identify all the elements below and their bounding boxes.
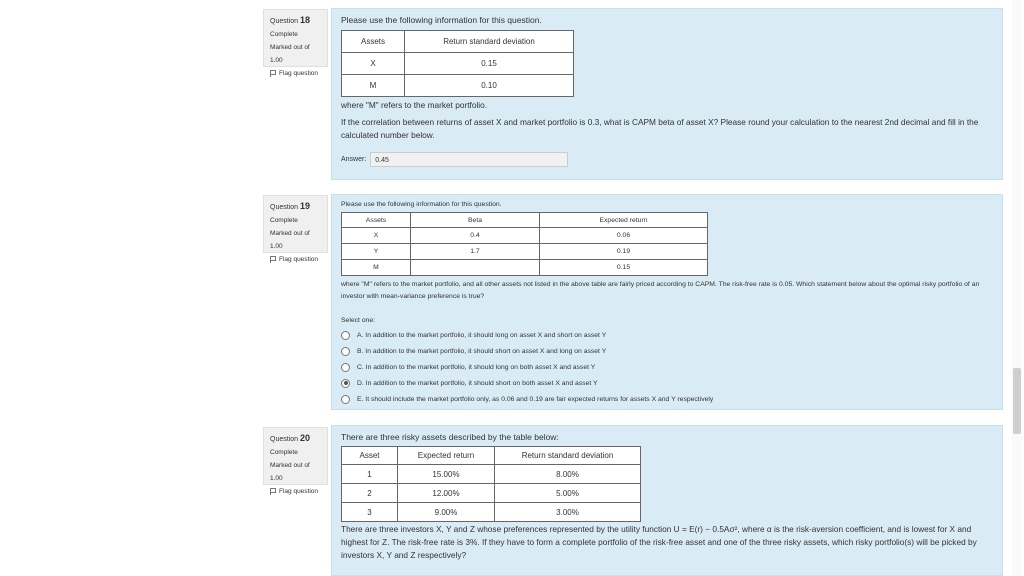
- q18-cell: X: [342, 53, 405, 75]
- q19-content: [331, 194, 1003, 410]
- q19-marks: Marked out of 1.00: [270, 230, 310, 250]
- radio-button[interactable]: [341, 331, 350, 340]
- scrollbar-thumb[interactable]: [1013, 368, 1021, 434]
- q18-intro: Please use the following information for this question.: [341, 15, 542, 25]
- q19-option-e[interactable]: E. It should include the market portfolio only, as 0.06 and 0.19 are fair expected returns for assets X and Y respectively: [341, 391, 993, 407]
- q18-marks: Marked out of 1.00: [270, 44, 310, 64]
- q19-question: where "M" refers to the market portfolio, and all other assets not listed in the above table are fairly priced according to CAPM. The risk-free rate is 0.05. Which statement below about the optimal risky portfolio of an investor with mean-variance preference is true?: [341, 281, 980, 300]
- q19-info-panel: [263, 195, 328, 263]
- q19-number: Question 19: [270, 201, 310, 211]
- q18-info-panel: [263, 9, 328, 77]
- q18-cell: M: [342, 75, 405, 97]
- q19-option-c[interactable]: C. In addition to the market portfolio, it should long on both asset X and asset Y: [341, 359, 993, 375]
- q20-cell: 12.00%: [398, 484, 495, 503]
- q20-flag-label: Flag question: [279, 488, 319, 495]
- q19-flag-question[interactable]: [270, 253, 321, 266]
- q20-cell: 9.00%: [398, 503, 495, 522]
- q19-cell: M: [342, 260, 411, 276]
- q19-cell: 1.7: [411, 244, 540, 260]
- radio-button[interactable]: [341, 347, 350, 356]
- q19-flag-label: Flag question: [279, 256, 319, 263]
- q18-question: If the correlation between returns of asset X and market portfolio is 0.3, what is CAPM beta of asset X? Please round your calculation to the nearest 2nd decimal and fill in the calculated number below.: [341, 117, 979, 140]
- q18-cell: 0.15: [405, 53, 574, 75]
- q18-answer-label: Answer:: [341, 156, 367, 163]
- q20-cell: 1: [342, 465, 398, 484]
- flag-icon: [270, 256, 276, 263]
- q20-cell: 3.00%: [495, 503, 641, 522]
- radio-button[interactable]: [341, 395, 350, 404]
- q18-header-sd: Return standard deviation: [405, 31, 574, 53]
- q19-header-assets: Assets: [342, 213, 411, 228]
- q18-answer-row: [341, 152, 993, 167]
- q19-header-expected-return: Expected return: [540, 213, 708, 228]
- scrollbar-track[interactable]: [1012, 0, 1022, 576]
- q18-content: [331, 8, 1003, 180]
- q20-cell: 2: [342, 484, 398, 503]
- q19-select-label: Select one:: [341, 317, 376, 324]
- flag-icon: [270, 488, 276, 495]
- q20-question: There are three investors X, Y and Z whose preferences represented by the utility function U = E(r) − 0.5Aσ², where α is the risk-aversion coefficient, and is lowest for X and highest for Z. The risk-free rate is 3%. If they have to form a complete portfolio of the risk-free asset and one of the three risky assets, which risky portfolio(s) will be picked by investors X, Y and Z respectively?: [341, 524, 977, 560]
- q18-header-assets: Assets: [342, 31, 405, 53]
- flag-icon: [270, 70, 276, 77]
- q19-intro: Please use the following information for this question.: [341, 201, 502, 208]
- q20-state: Complete: [270, 449, 298, 456]
- q20-cell: 5.00%: [495, 484, 641, 503]
- q19-option-b[interactable]: B. In addition to the market portfolio, it should short on asset X and long on asset Y: [341, 343, 993, 359]
- radio-button-selected[interactable]: [341, 379, 350, 388]
- q20-cell: 8.00%: [495, 465, 641, 484]
- q18-flag-label: Flag question: [279, 70, 319, 77]
- q19-header-beta: Beta: [411, 213, 540, 228]
- q20-number: Question 20: [270, 433, 310, 443]
- q18-flag-question[interactable]: [270, 67, 321, 80]
- q19-cell: 0.4: [411, 228, 540, 244]
- q19-cell: 0.15: [540, 260, 708, 276]
- q20-content: [331, 425, 1003, 576]
- q19-cell: 0.19: [540, 244, 708, 260]
- q19-cell: Y: [342, 244, 411, 260]
- q19-table: [341, 212, 708, 276]
- q19-state: Complete: [270, 217, 298, 224]
- q20-table: [341, 446, 641, 522]
- radio-button[interactable]: [341, 363, 350, 372]
- q20-header-expected-return: Expected return: [398, 447, 495, 465]
- q20-info-panel: [263, 427, 328, 495]
- q20-cell: 3: [342, 503, 398, 522]
- q20-intro: There are three risky assets described by the table below:: [341, 432, 559, 442]
- q20-flag-question[interactable]: [270, 485, 321, 498]
- q18-number: Question 18: [270, 15, 310, 25]
- q19-cell: 0.06: [540, 228, 708, 244]
- q20-cell: 15.00%: [398, 465, 495, 484]
- q19-cell: X: [342, 228, 411, 244]
- q18-table: [341, 30, 574, 97]
- q19-option-a[interactable]: A. In addition to the market portfolio, it should long on asset X and short on asset Y: [341, 327, 993, 343]
- q18-note: where "M" refers to the market portfolio.: [341, 100, 488, 110]
- q18-answer-input[interactable]: 0.45: [370, 152, 568, 167]
- q19-option-d[interactable]: D. In addition to the market portfolio, it should short on both asset X and asset Y: [341, 375, 993, 391]
- q18-cell: 0.10: [405, 75, 574, 97]
- q20-header-sd: Return standard deviation: [495, 447, 641, 465]
- q19-cell: [411, 260, 540, 276]
- q20-marks: Marked out of 1.00: [270, 462, 310, 482]
- q18-state: Complete: [270, 31, 298, 38]
- q19-options: [341, 327, 993, 407]
- q20-header-asset: Asset: [342, 447, 398, 465]
